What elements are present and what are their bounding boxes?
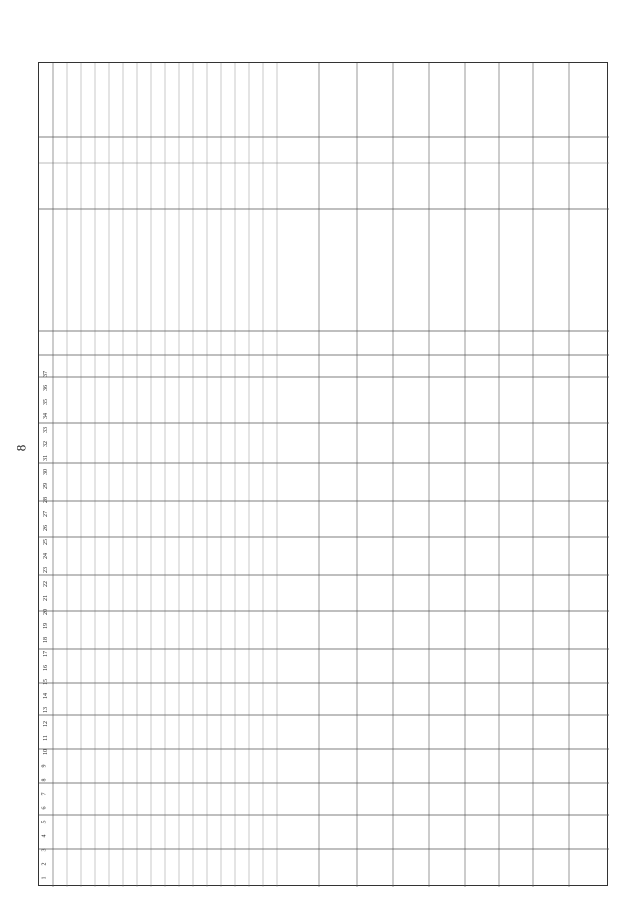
table-grid xyxy=(39,63,609,887)
column-number: 21 xyxy=(43,595,49,601)
column-number: 9 xyxy=(41,764,48,768)
column-number: 27 xyxy=(43,511,49,517)
budget-table xyxy=(38,62,608,886)
column-number: 22 xyxy=(43,581,49,587)
column-number: 3 xyxy=(41,848,48,852)
column-number: 7 xyxy=(41,792,48,796)
column-number: 1 xyxy=(41,876,48,880)
column-number: 23 xyxy=(43,567,49,573)
column-number: 16 xyxy=(43,665,49,671)
column-number: 20 xyxy=(43,609,49,615)
column-number: 5 xyxy=(41,820,48,824)
column-number: 25 xyxy=(43,539,49,545)
column-number: 12 xyxy=(43,721,49,727)
column-number: 34 xyxy=(43,413,49,419)
column-number: 31 xyxy=(43,455,49,461)
column-number: 36 xyxy=(43,385,49,391)
column-number: 30 xyxy=(43,469,49,475)
column-number: 15 xyxy=(43,679,49,685)
column-number: 11 xyxy=(42,735,49,741)
column-number: 17 xyxy=(43,651,49,657)
column-number: 24 xyxy=(43,553,49,559)
column-number: 28 xyxy=(43,497,49,503)
column-number: 35 xyxy=(43,399,49,405)
column-number: 26 xyxy=(43,525,49,531)
column-number: 8 xyxy=(41,778,48,782)
column-number: 14 xyxy=(43,693,49,699)
column-number: 13 xyxy=(43,707,49,713)
page-number: 8 xyxy=(13,444,29,452)
column-number: 19 xyxy=(43,623,49,629)
column-number: 32 xyxy=(43,441,49,447)
column-number: 33 xyxy=(43,427,49,433)
column-number: 10 xyxy=(43,749,49,755)
column-number: 4 xyxy=(41,834,48,838)
column-number: 37 xyxy=(43,371,49,377)
column-number: 29 xyxy=(43,483,49,489)
column-number: 18 xyxy=(43,637,49,643)
column-number: 2 xyxy=(41,862,48,866)
column-number: 6 xyxy=(41,806,48,810)
